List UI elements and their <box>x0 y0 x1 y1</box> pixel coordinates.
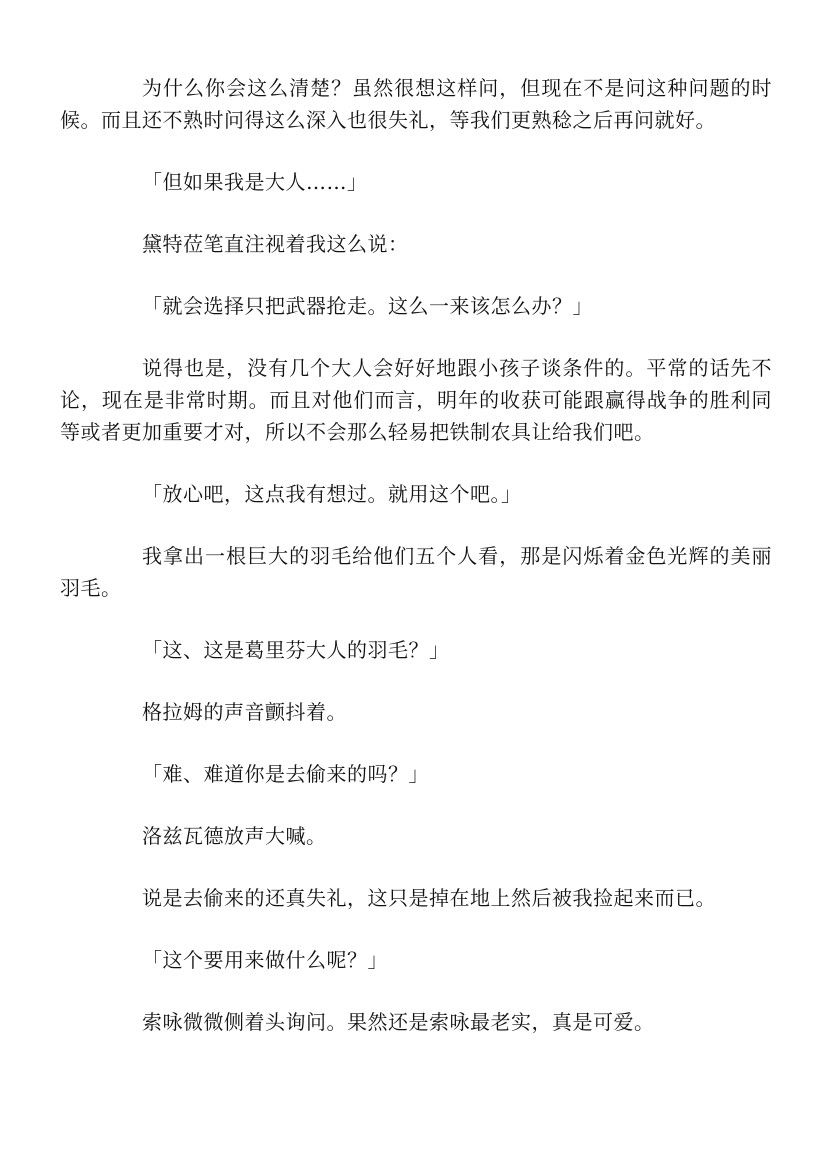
paragraph: 我拿出一根巨大的羽毛给他们五个人看，那是闪烁着金色光辉的美丽羽毛。 <box>60 544 772 600</box>
paragraph: 「就会选择只把武器抢走。这么一来该怎么办？」 <box>142 294 593 318</box>
paragraph: 洛兹瓦德放声大喊。 <box>142 824 327 848</box>
paragraph: 「难、难道你是去偷来的吗？」 <box>142 762 429 786</box>
paragraph: 索咏微微侧着头询问。果然还是索咏最老实，真是可爱。 <box>142 1010 655 1034</box>
novel-page <box>60 72 772 1068</box>
paragraph: 「但如果我是大人……」 <box>142 170 368 194</box>
paragraph: 「放心吧，这点我有想过。就用这个吧。」 <box>142 482 522 506</box>
paragraph: 说是去偷来的还真失礼，这只是掉在地上然后被我捡起来而已。 <box>142 886 716 910</box>
paragraph: 黛特莅笔直注视着我这么说： <box>142 232 409 256</box>
paragraph: 格拉姆的声音颤抖着。 <box>142 700 347 724</box>
paragraph: 「这、这是葛里芬大人的羽毛？」 <box>142 638 450 662</box>
paragraph: 「这个要用来做什么呢？」 <box>142 948 388 972</box>
paragraph: 说得也是，没有几个大人会好好地跟小孩子谈条件的。平常的话先不论，现在是非常时期。而且对他们而言，明年的收获可能跟赢得战争的胜利同等或者更加重要才对，所以不会那么轻易把铁制农具让给我们吧。 <box>60 356 772 444</box>
paragraph: 为什么你会这么清楚？虽然很想这样问，但现在不是问这种问题的时候。而且还不熟时问得这么深入也很失礼，等我们更熟稔之后再问就好。 <box>60 76 772 132</box>
